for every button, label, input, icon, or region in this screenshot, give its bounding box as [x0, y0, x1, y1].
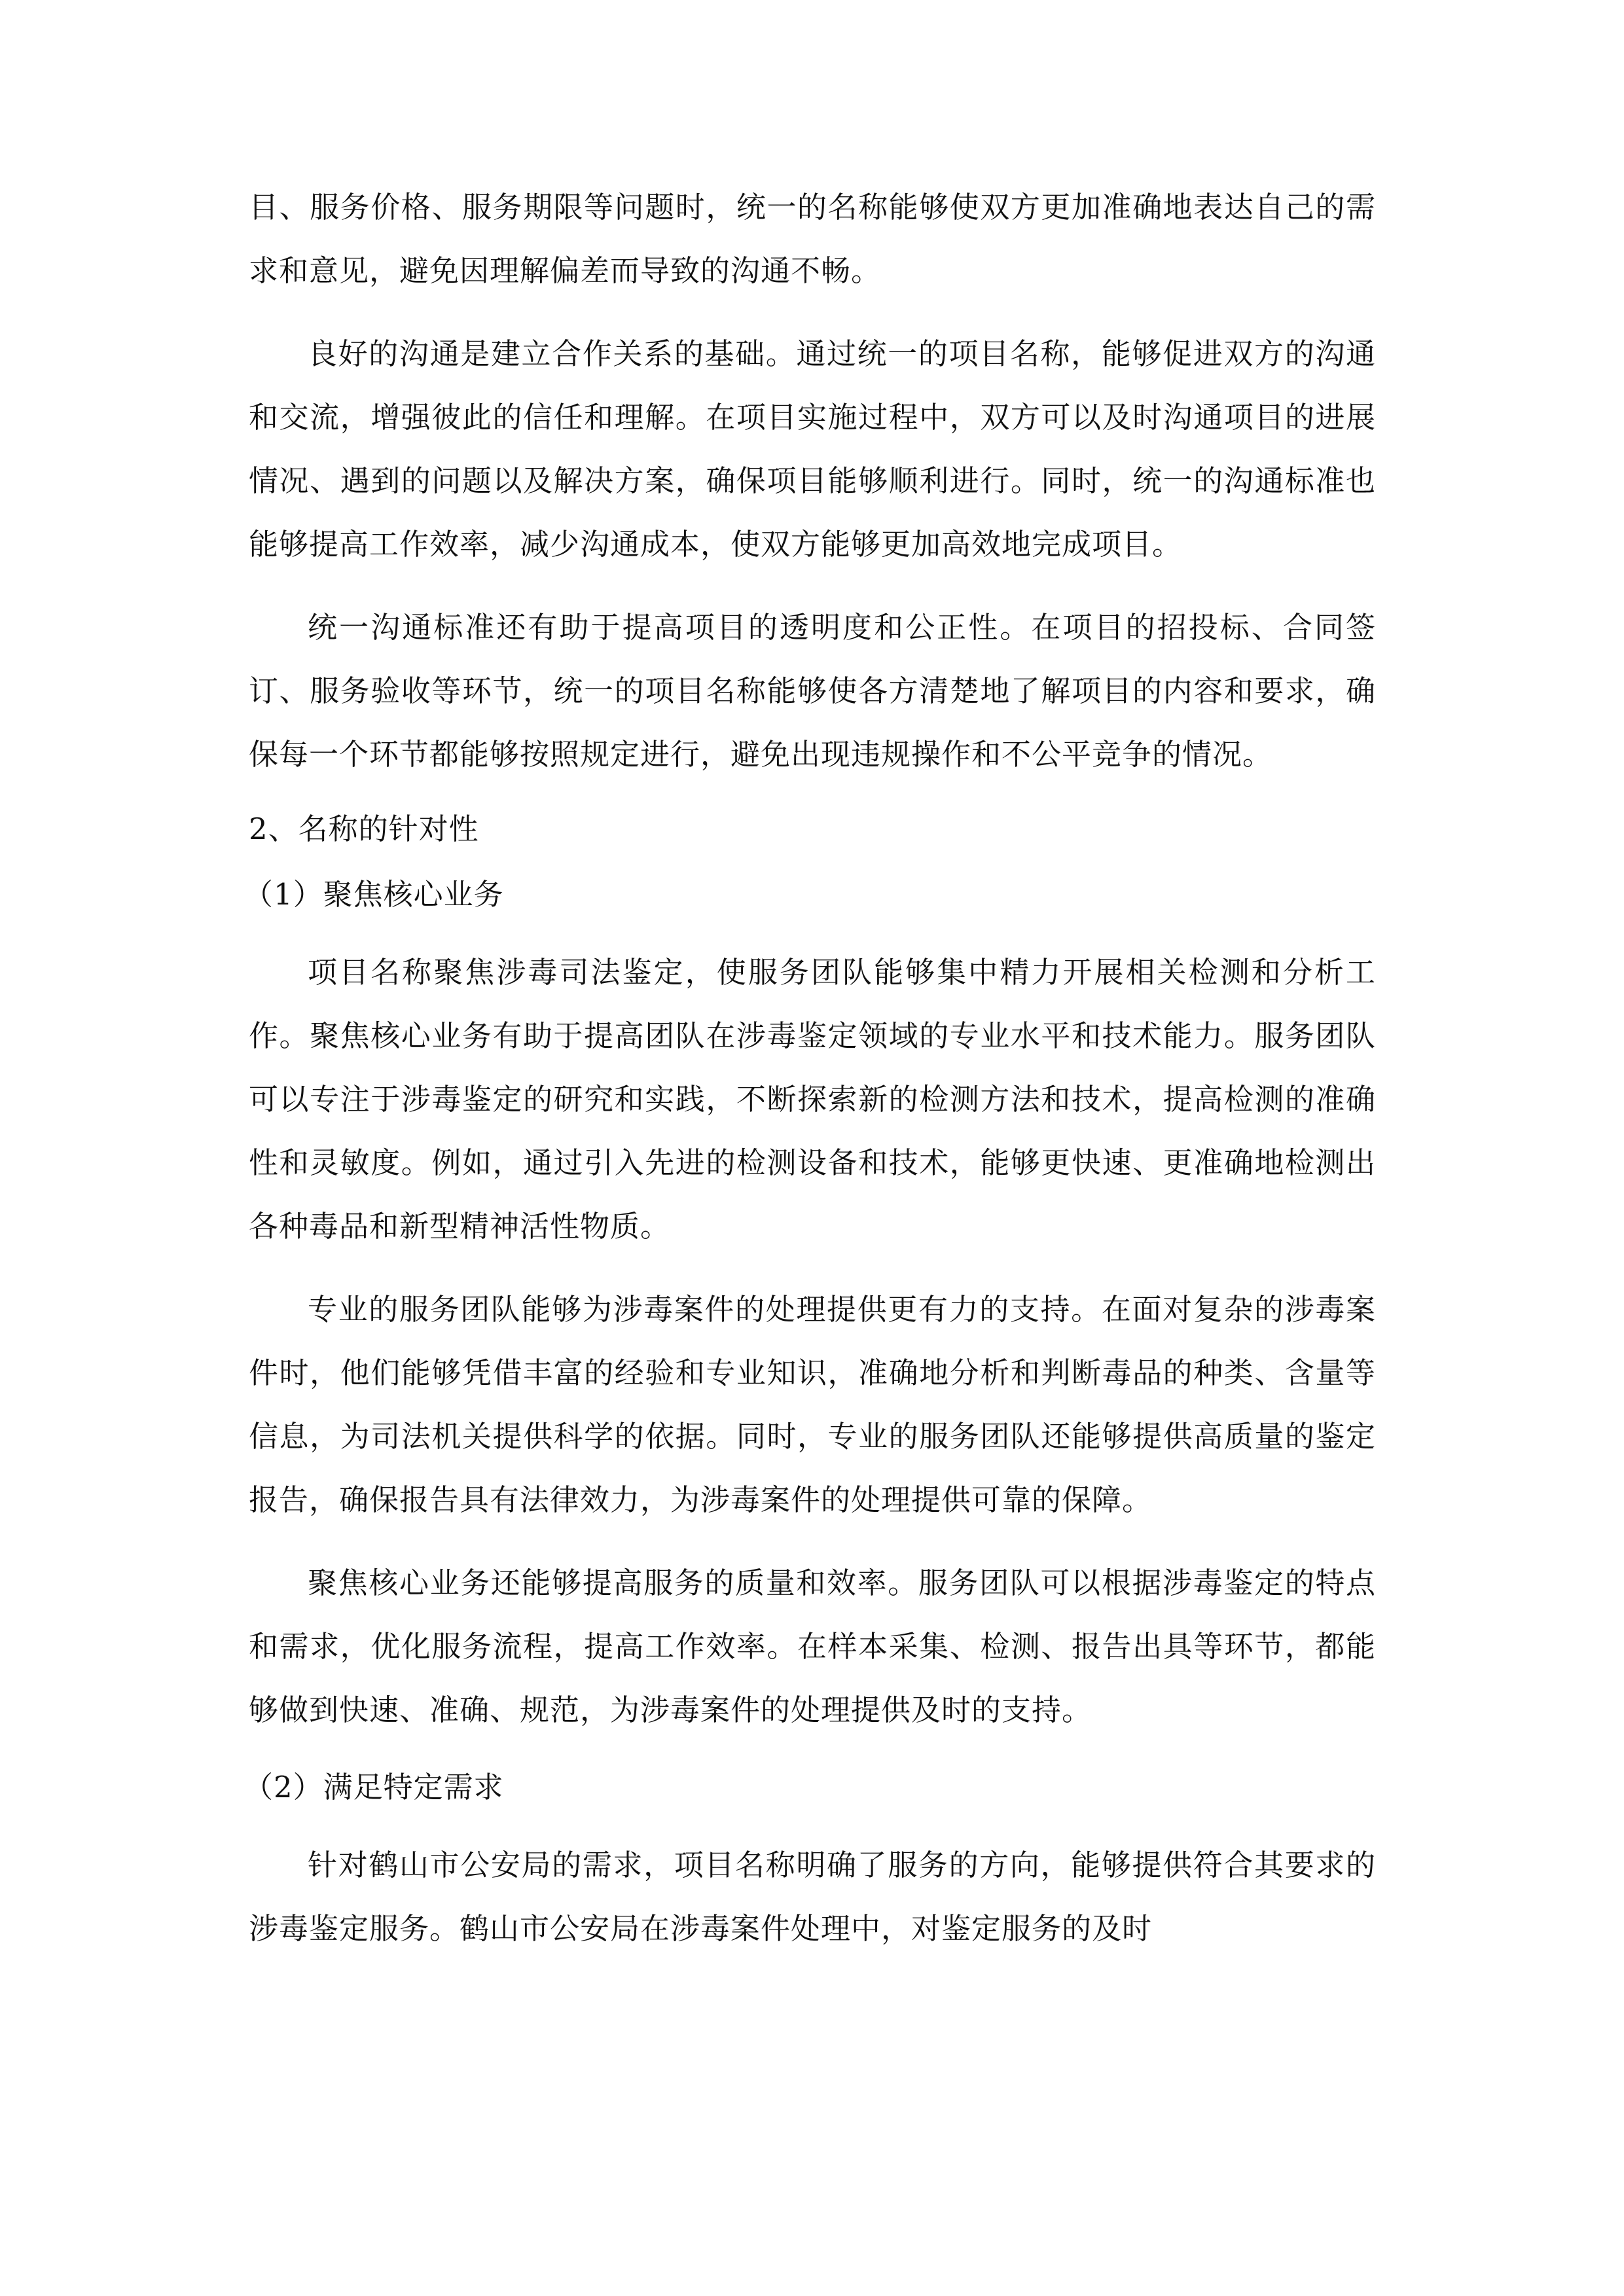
paragraph-professional-team: 专业的服务团队能够为涉毒案件的处理提供更有力的支持。在面对复杂的涉毒案件时，他们能够凭借丰富的经验和专业知识，准确地分析和判断毒品的种类、含量等信息，为司法机关提供科学的依据。同时，专业的服务团队还能够提供高质量的鉴定报告，确保报告具有法律效力，为涉毒案件的处理提供可靠的保障。	[249, 1292, 1376, 1517]
paragraph-focus-core: 项目名称聚焦涉毒司法鉴定，使服务团队能够集中精力开展相关检测和分析工作。聚焦核心业务有助于提高团队在涉毒鉴定领域的专业水平和技术能力。服务团队可以专注于涉毒鉴定的研究和实践，不断探索新的检测方法和技术，提高检测的准确性和灵敏度。例如，通过引入先进的检测设备和技术，能够更快速、更准确地检测出各种毒品和新型精神活性物质。	[249, 955, 1376, 1244]
paragraph-communication-basis: 良好的沟通是建立合作关系的基础。通过统一的项目名称，能够促进双方的沟通和交流，增强彼此的信任和理解。在项目实施过程中，双方可以及时沟通项目的进展情况、遇到的问题以及解决方案，确保项目能够顺利进行。同时，统一的沟通标准也能够提高工作效率，减少沟通成本，使双方能够更加高效地完成项目。	[249, 336, 1376, 562]
document-body	[244, 175, 1376, 1960]
paragraph-specific-needs: 针对鹤山市公安局的需求，项目名称明确了服务的方向，能够提供符合其要求的涉毒鉴定服务。鹤山市公安局在涉毒案件处理中，对鉴定服务的及时	[249, 1848, 1376, 1946]
paragraph-quality-efficiency: 聚焦核心业务还能够提高服务的质量和效率。服务团队可以根据涉毒鉴定的特点和需求，优化服务流程，提高工作效率。在样本采集、检测、报告出具等环节，都能够做到快速、准确、规范，为涉毒案件的处理提供及时的支持。	[249, 1566, 1376, 1727]
subsection-heading-core-business: （1）聚焦核心业务	[244, 877, 504, 912]
section-heading: 2、名称的针对性	[249, 812, 479, 846]
paragraph-continued: 目、服务价格、服务期限等问题时，统一的名称能够使双方更加准确地表达自己的需求和意见，避免因理解偏差而导致的沟通不畅。	[249, 190, 1376, 288]
paragraph-transparency: 统一沟通标准还有助于提高项目的透明度和公正性。在项目的招投标、合同签订、服务验收等环节，统一的项目名称能够使各方清楚地了解项目的内容和要求，确保每一个环节都能够按照规定进行，避免出现违规操作和不公平竞争的情况。	[249, 610, 1376, 772]
subsection-heading-specific-needs: （2）满足特定需求	[244, 1770, 504, 1804]
